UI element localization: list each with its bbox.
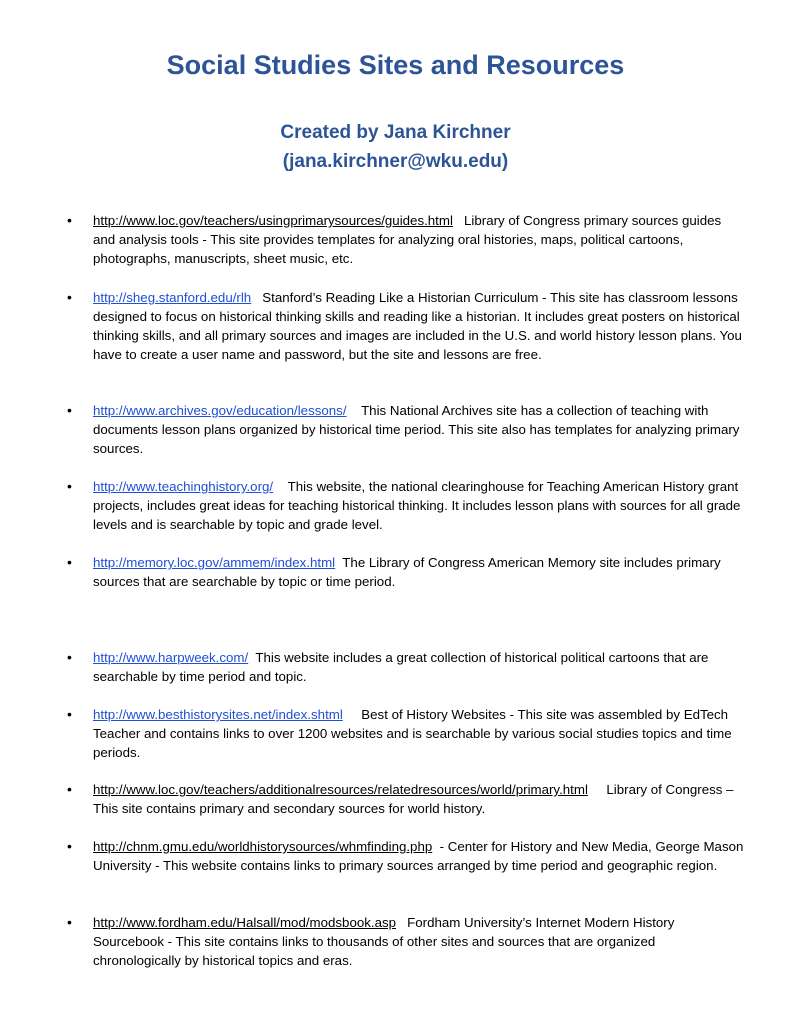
author-email: (jana.kirchner@wku.edu) (282, 151, 509, 172)
resource-description: This website, the national clearinghouse for Teaching American History grant projects, includes great ideas for teaching historical thinking. It includes lesson plans with sources for all grade levels and is searchable by topic and grade level. (93, 479, 741, 532)
resource-description: Best of History Websites - This site was assembled by EdTech Teacher and contains links to over 1200 websites and is searchable by various social studies topics and time periods. (93, 707, 732, 760)
list-item (67, 780, 745, 818)
page-title: Social Studies Sites and Resources (166, 50, 625, 80)
bullet-icon: • (67, 914, 72, 930)
resource-link[interactable]: http://www.loc.gov/teachers/usingprimarysources/guides.html (93, 213, 453, 228)
bullet-icon: • (67, 781, 72, 797)
list-item (67, 401, 745, 458)
resource-description: Library of Congress – This site contains primary and secondary sources for world history. (93, 782, 734, 816)
resource-link[interactable]: http://www.besthistorysites.net/index.shtml (93, 707, 343, 722)
list-item (67, 705, 745, 762)
resource-link[interactable]: http://sheg.stanford.edu/rlh (93, 290, 252, 305)
list-item (67, 837, 745, 875)
bullet-icon: • (67, 838, 72, 854)
resource-description: Fordham University’s Internet Modern History Sourcebook - This site contains links to thousands of other sites and sources that are organized chronologically by historical topics and eras. (93, 915, 675, 968)
resource-link[interactable]: http://www.teachinghistory.org/ (93, 479, 274, 494)
bullet-icon: • (67, 706, 72, 722)
resource-description: This website includes a great collection of historical political cartoons that are searchable by time period and topic. (93, 650, 709, 684)
bullet-icon: • (67, 289, 72, 305)
list-item (67, 211, 745, 268)
bullet-icon: • (67, 554, 72, 570)
resource-link[interactable]: http://www.archives.gov/education/lessons/ (93, 403, 347, 418)
list-item (67, 288, 745, 364)
resource-description: - Center for History and New Media, George Mason University - This website contains links to primary sources arranged by time period and geographic region. (93, 839, 744, 873)
author-line: Created by Jana Kirchner (280, 122, 511, 143)
resource-description: The Library of Congress American Memory site includes primary sources that are searchable by topic or time period. (93, 555, 721, 589)
resource-description: Stanford’s Reading Like a Historian Curriculum - This site has classroom lessons designed to focus on historical thinking skills and reading like a historian. It includes great posters on historical thinking skills, and all primary sources and images are included in the U.S. and world history lesson plans. You have to create a user name and password, but the site and lessons are free. (93, 290, 742, 362)
resource-link[interactable]: http://www.fordham.edu/Halsall/mod/modsbook.asp (93, 915, 397, 930)
resource-link[interactable]: http://www.loc.gov/teachers/additionalresources/relatedresources/world/primary.html (93, 782, 588, 797)
resource-link[interactable]: http://www.harpweek.com/ (93, 650, 249, 665)
bullet-icon: • (67, 649, 72, 665)
bullet-icon: • (67, 212, 72, 228)
list-item (67, 477, 745, 534)
resource-description: Library of Congress primary sources guides and analysis tools - This site provides templates for analyzing oral histories, maps, political cartoons, photographs, manuscripts, sheet music, etc. (93, 213, 722, 266)
resource-description: This National Archives site has a collection of teaching with documents lesson plans organized by historical time period. This site also has templates for analyzing primary sources. (93, 403, 740, 456)
bullet-icon: • (67, 478, 72, 494)
resource-link[interactable]: http://memory.loc.gov/ammem/index.html (93, 555, 336, 570)
list-item (67, 553, 745, 591)
bullet-icon: • (67, 402, 72, 418)
list-item (67, 913, 745, 970)
resource-link[interactable]: http://chnm.gmu.edu/worldhistorysources/whmfinding.php (93, 839, 433, 854)
list-item (67, 648, 745, 686)
